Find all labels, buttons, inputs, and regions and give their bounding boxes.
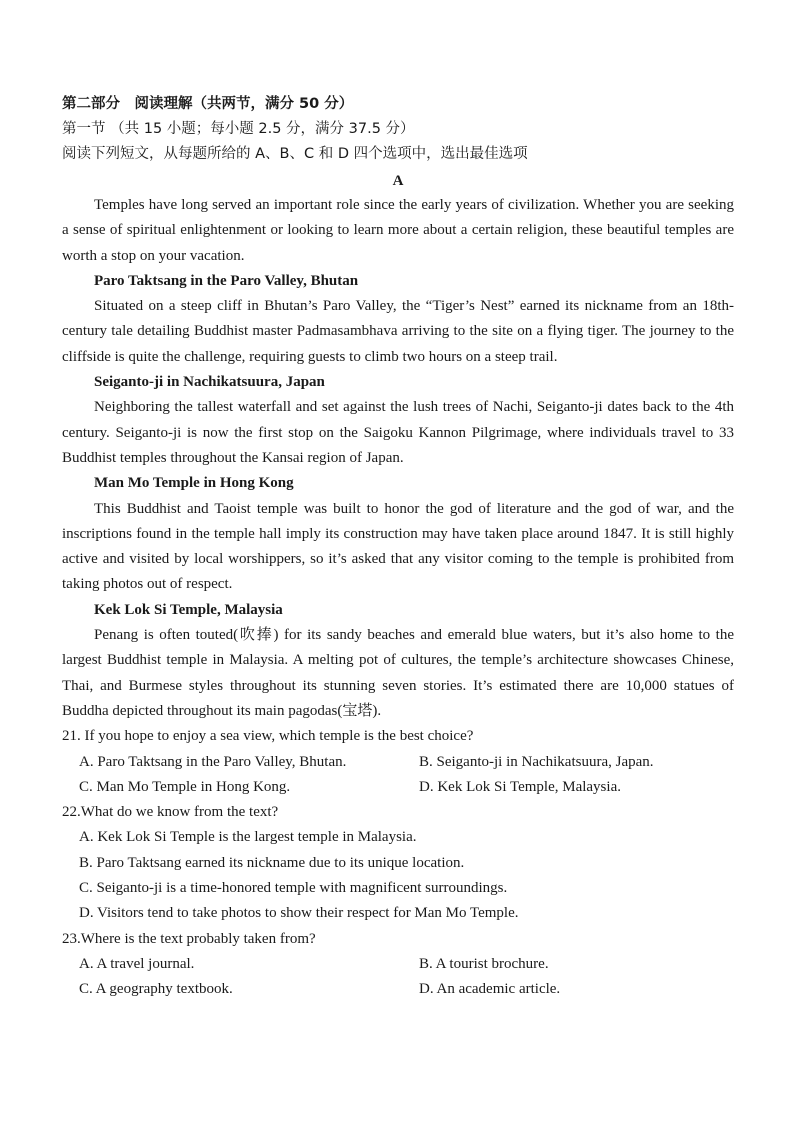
question-23-option-c: C. A geography textbook. (79, 981, 233, 998)
question-23-option-d: D. An academic article. (419, 981, 561, 998)
passage-intro: Temples have long served an important role since the early years of civilization. Whether you are seeking a sense of spiritual enlightenment or looking to learn more about a certain religion, these beautiful temples are worth a stop on your vacation. (62, 197, 734, 264)
question-22-stem: 22.What do we know from the text? (62, 804, 279, 821)
question-21-option-c: C. Man Mo Temple in Hong Kong. (79, 778, 291, 795)
temple-text-paro-taktsang: Situated on a steep cliff in Bhutan’s Paro Valley, the “Tiger’s Nest” earned its nickname from an 18th-century tale detailing Buddhist master Padmasambhava arriving to the site on a flying tiger. The journey to the cliffside is quite the challenge, requiring guests to climb two hours on a steep trail. (62, 298, 734, 365)
question-21-option-d: D. Kek Lok Si Temple, Malaysia. (419, 778, 621, 795)
exam-page (62, 92, 734, 1003)
question-21-options (62, 750, 734, 801)
question-22-option-b: B. Paro Taktsang earned its nickname due to its unique location. (79, 854, 465, 871)
temple-text-kek-lok-si: Penang is often touted(吹捧) for its sandy beaches and emerald blue waters, but it’s also home to the largest Buddhist temple in Malaysia. A melting pot of cultures, the temple’s architecture showcases Chinese, Thai, and Burmese styles throughout its stunning seven stories. It’s estimated there are 10,000 statues of Buddha depicted throughout its main pagodas(宝塔). (62, 627, 734, 719)
temple-heading-man-mo: Man Mo Temple in Hong Kong (94, 475, 294, 492)
temple-heading-seiganto-ji: Seiganto-ji in Nachikatsuura, Japan (94, 374, 325, 391)
part-title: 第二部分 阅读理解（共两节，满分 50 分） (62, 96, 354, 112)
temple-text-man-mo: This Buddhist and Taoist temple was built to honor the god of literature and the god of war, and the inscriptions found in the temple hall imply its construction may have taken place around 1847. It is still highly active and visited by local worshippers, so it’s asked that any visitor coming to the temple is prohibited from taking photos out of respect. (62, 500, 734, 593)
question-21-option-b: B. Seiganto-ji in Nachikatsuura, Japan. (419, 753, 654, 770)
question-22-option-c: C. Seiganto-ji is a time-honored temple with magnificent surroundings. (79, 880, 508, 897)
temple-text-seiganto-ji: Neighboring the tallest waterfall and set against the lush trees of Nachi, Seiganto-ji dates back to the 4th century. Seiganto-ji is now the first stop on the Saigoku Kannon Pilgrimage, where individuals travel to 33 Buddhist temples throughout the Kansai region of Japan. (62, 399, 734, 466)
passage-label: A (392, 173, 404, 189)
question-23-stem: 23.Where is the text probably taken from? (62, 930, 316, 947)
question-21-stem: 21. If you hope to enjoy a sea view, which temple is the best choice? (62, 728, 474, 745)
temple-heading-kek-lok-si: Kek Lok Si Temple, Malaysia (94, 601, 283, 618)
question-22-option-a: A. Kek Lok Si Temple is the largest temple in Malaysia. (79, 829, 417, 846)
question-23-option-a: A. A travel journal. (79, 955, 195, 972)
temple-heading-paro-taktsang: Paro Taktsang in the Paro Valley, Bhutan (94, 272, 359, 289)
question-22-option-d: D. Visitors tend to take photos to show their respect for Man Mo Temple. (79, 905, 519, 922)
question-22-options (62, 825, 734, 926)
question-23-option-b: B. A tourist brochure. (419, 955, 549, 972)
question-23-options (62, 952, 734, 1003)
section-title: 第一节 （共 15 小题；每小题 2.5 分，满分 37.5 分） (62, 121, 415, 137)
question-21-option-a: A. Paro Taktsang in the Paro Valley, Bhutan. (79, 753, 347, 770)
instruction: 阅读下列短文，从每题所给的 A、B、C 和 D 四个选项中，选出最佳选项 (62, 146, 528, 162)
